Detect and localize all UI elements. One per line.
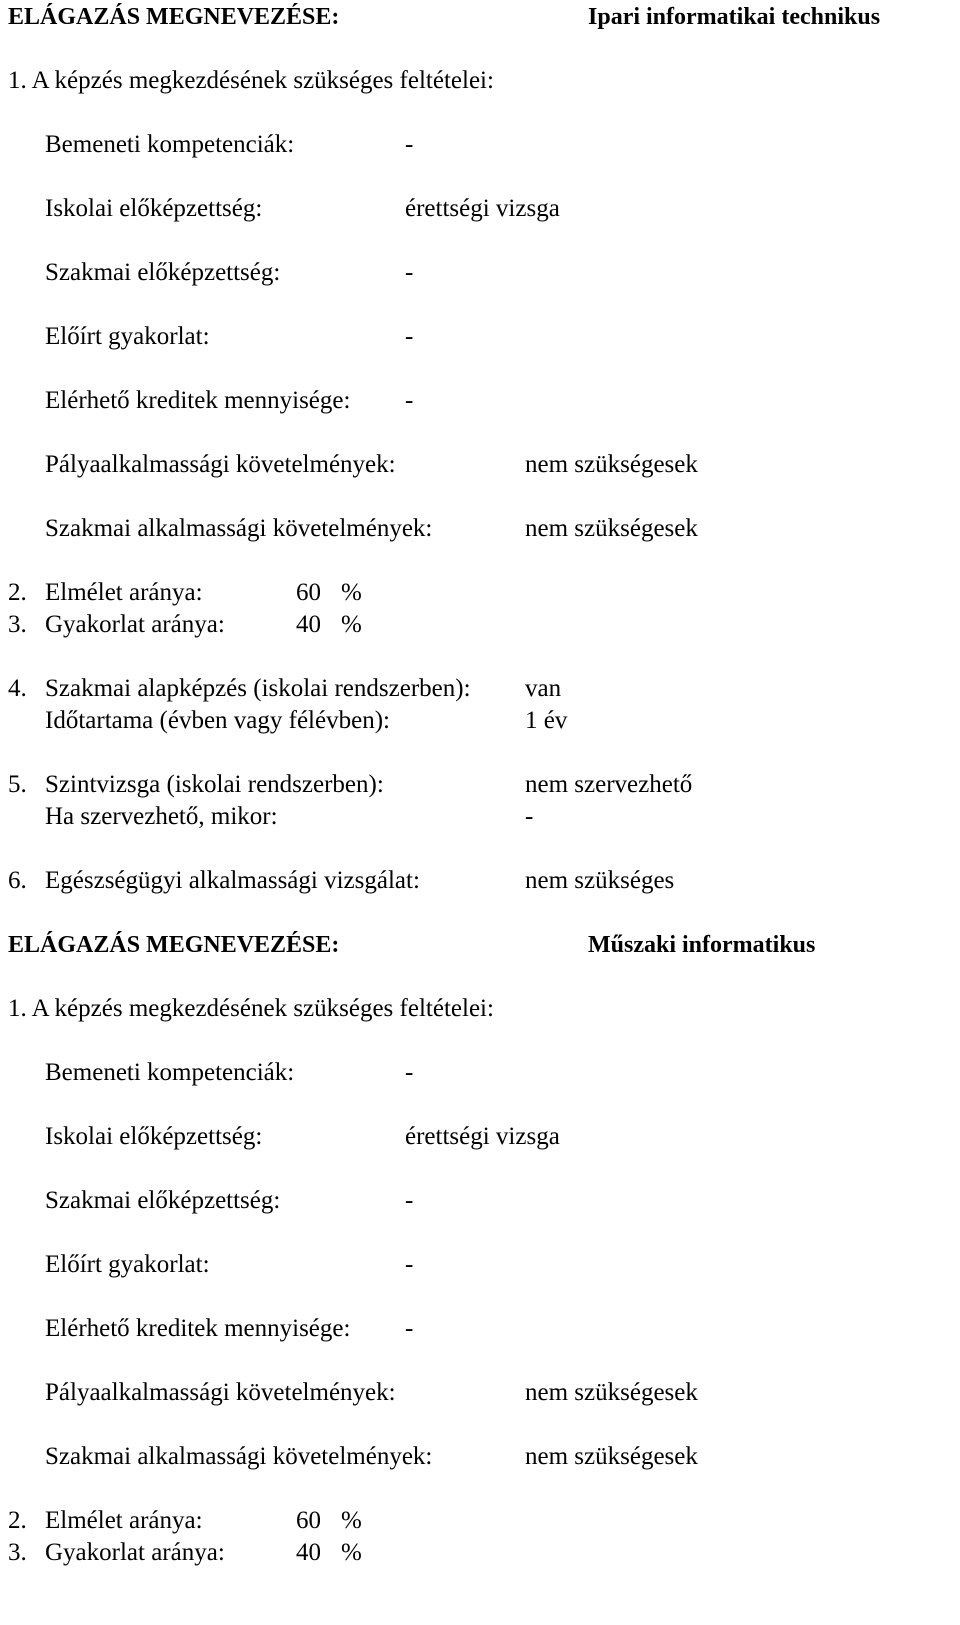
level-exam-when-label: Ha szervezhető, mikor:: [45, 803, 278, 830]
condition-value: -: [405, 1187, 414, 1214]
condition-label: Elérhető kreditek mennyisége:: [45, 1315, 351, 1342]
basic-training-number: 4.: [8, 675, 27, 702]
theory-value: 60: [296, 579, 321, 606]
level-exam-when-value: -: [525, 803, 534, 830]
practice-number: 3.: [8, 611, 27, 638]
condition-label: Szakmai alkalmassági követelmények:: [45, 1443, 433, 1470]
condition-value: -: [405, 131, 414, 158]
basic-training-value: van: [525, 675, 562, 702]
requirements-title: 1. A képzés megkezdésének szükséges feltételei:: [8, 67, 494, 94]
condition-value: nem szükségesek: [525, 451, 698, 478]
condition-label: Iskolai előképzettség:: [45, 195, 263, 222]
practice-label: Gyakorlat aránya:: [45, 1539, 225, 1566]
condition-value: nem szükségesek: [525, 1379, 698, 1406]
condition-label: Bemeneti kompetenciák:: [45, 1059, 295, 1086]
practice-value: 40: [296, 1539, 321, 1566]
condition-label: Bemeneti kompetenciák:: [45, 131, 295, 158]
level-exam-number: 5.: [8, 771, 27, 798]
condition-value: -: [405, 323, 414, 350]
practice-label: Gyakorlat aránya:: [45, 611, 225, 638]
theory-number: 2.: [8, 579, 27, 606]
condition-label: Elérhető kreditek mennyisége:: [45, 387, 351, 414]
duration-value: 1 év: [525, 707, 568, 734]
basic-training-label: Szakmai alapképzés (iskolai rendszerben):: [45, 675, 471, 702]
condition-value: -: [405, 1315, 414, 1342]
practice-value: 40: [296, 611, 321, 638]
theory-unit: %: [341, 579, 362, 606]
condition-value: -: [405, 1059, 414, 1086]
level-exam-value: nem szervezhető: [525, 771, 693, 798]
theory-label: Elmélet aránya:: [45, 579, 203, 606]
practice-unit: %: [341, 611, 362, 638]
theory-label: Elmélet aránya:: [45, 1507, 203, 1534]
condition-value: -: [405, 1251, 414, 1278]
condition-value: érettségi vizsga: [405, 1123, 560, 1150]
condition-value: nem szükségesek: [525, 515, 698, 542]
condition-label: Szakmai alkalmassági követelmények:: [45, 515, 433, 542]
condition-label: Előírt gyakorlat:: [45, 1251, 210, 1278]
level-exam-label: Szintvizsga (iskolai rendszerben):: [45, 771, 384, 798]
condition-label: Előírt gyakorlat:: [45, 323, 210, 350]
condition-label: Iskolai előképzettség:: [45, 1123, 263, 1150]
section-header-value: Műszaki informatikus: [588, 932, 816, 958]
health-number: 6.: [8, 867, 27, 894]
section-header-label: ELÁGAZÁS MEGNEVEZÉSE:: [8, 932, 340, 958]
section-header-value: Ipari informatikai technikus: [588, 4, 881, 30]
duration-label: Időtartama (évben vagy félévben):: [45, 707, 390, 734]
section-header-label: ELÁGAZÁS MEGNEVEZÉSE:: [8, 4, 340, 30]
condition-value: -: [405, 259, 414, 286]
condition-label: Szakmai előképzettség:: [45, 1187, 281, 1214]
condition-label: Szakmai előképzettség:: [45, 259, 281, 286]
theory-unit: %: [341, 1507, 362, 1534]
condition-value: nem szükségesek: [525, 1443, 698, 1470]
condition-value: érettségi vizsga: [405, 195, 560, 222]
condition-label: Pályaalkalmassági követelmények:: [45, 1379, 396, 1406]
requirements-title: 1. A képzés megkezdésének szükséges feltételei:: [8, 995, 494, 1022]
health-label: Egészségügyi alkalmassági vizsgálat:: [45, 867, 420, 894]
practice-unit: %: [341, 1539, 362, 1566]
condition-value: -: [405, 387, 414, 414]
theory-value: 60: [296, 1507, 321, 1534]
theory-number: 2.: [8, 1507, 27, 1534]
health-value: nem szükséges: [525, 867, 675, 894]
practice-number: 3.: [8, 1539, 27, 1566]
condition-label: Pályaalkalmassági követelmények:: [45, 451, 396, 478]
